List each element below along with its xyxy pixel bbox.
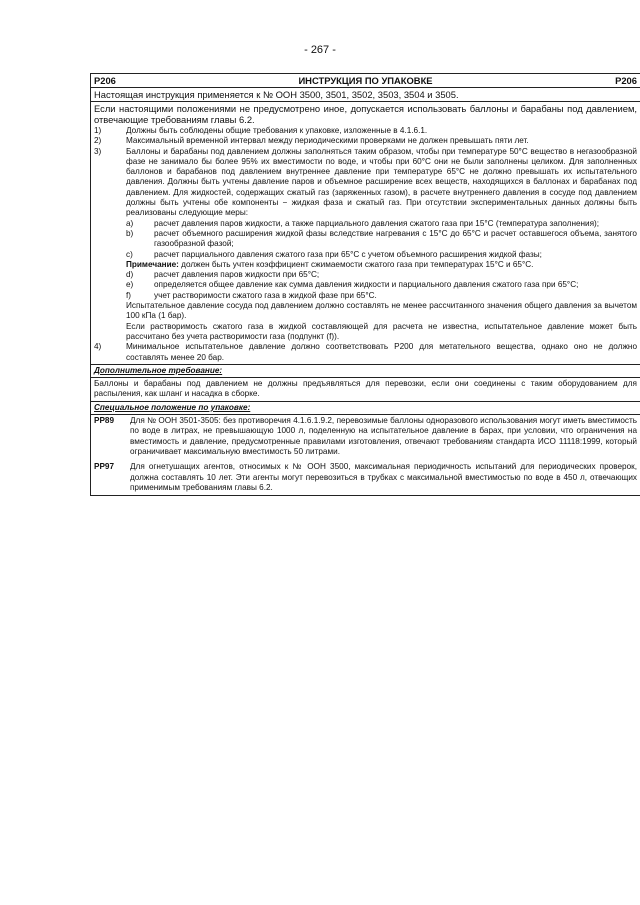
special-heading-row: [91, 402, 640, 415]
additional-heading: Дополнительное требование:: [94, 365, 223, 375]
list-item: 3) Баллоны и барабаны под давлением должны заполняться таким образом, чтобы при температуре 50°C вещество в негазообразной фазе не занимало бы более 95% их вместимости по воде, и чтобы при 60°C они не были заполнены целиком. Для заполненных баллонов и барабанов под давлением внутреннее давление при температуре 65°C не должно превышать их испытательного давления. Должны быть учтены давление паров и объемное расширение всех веществ, находящихся в баллонах и барабанах под давлением. Для жидкостей, содержащих сжатый газ (заряженных газом), в расчете внутреннего давления в сосуде под давлением должны быть учтены обе компоненты − жидкая фаза и сжатый газ. При отсутствии экспериментальных данных должны быть реализованы следующие меры: a) расчет давления паров жидкости, а также парциального давления сжатого газа при 15°C (температура заполнения); b) расчет объемного расширения жидкой фазы вследствие нагревания с 15°C до 65°C и расчет оставшегося объема, занятого газообразной фазой; c) расчет парциального давления сжатого газа при 65°C с учетом объемного расширения жидкой фазы; Примечание: должен быть учтен коэффициент сжимаемости сжатого газа при температурах 15°C и 65°C. d) расчет давления паров жидкости при 65°C; e) определяется общее давление как сумма давления жидкости и парциального давления сжатого газа при 65°C; f) учет растворимости сжатого газа в жидкой фазе при 65°C. Испытательное давление сосуда под давлением должно составлять не менее рассчитанного значения общего давления за вычетом 100 кПа (1 бар). Если растворимость сжатого газа в жидкой составляющей для расчета не известна, испытательное давление может быть рассчитано без учета растворимости газа (подпункт (f)).: [94, 146, 637, 341]
page-number: - 267 -: [304, 44, 336, 56]
sub-item: e) определяется общее давление как сумма давления жидкости и парциального давления сжатого газа при 65°C;: [126, 280, 579, 290]
additional-block: [91, 365, 640, 378]
list-item: 2) Максимальный временной интервал между периодическими проверками не должен превышать пяти лет.: [94, 136, 529, 146]
list-item: 4) Минимальное испытательное давление должно соответствовать P200 для метательного вещества, однако оно не должно составлять менее 20 бар.: [94, 342, 637, 362]
instruction-table: [90, 73, 640, 496]
table-header: [91, 74, 640, 88]
special-heading: Специальное положение по упаковке:: [94, 402, 251, 412]
applies-text: Настоящая инструкция применяется к № ООН 3500, 3501, 3502, 3503, 3504 и 3505.: [91, 88, 640, 102]
sub-item: d) расчет давления паров жидкости при 65°C;: [126, 270, 320, 280]
special-provision: PP89 Для № ООН 3501-3505: без противоречия 4.1.6.1.9.2, перевозимые баллоны одноразового использования могут иметь вместимость по воде в литрах, не превышающую 1000 л, поделенную на испытательное давление в барах, при условии, что ограничения на вместимость и давление, предусмотренные правилами изготовления, отвечают требованиям стандарта ИСО 11118:1999, который ограничивает максимальную вместимость 50 литрами.: [94, 416, 637, 456]
special-provision: PP97 Для огнетушащих агентов, относимых к № ООН 3500, максимальная периодичность испытаний для периодических проверок, должна составлять 10 лет. Эти агенты могут перевозиться в трубках с максимальной вместимостью по воде в 450 л, отвечающих применимым требованиям главы 6.2.: [94, 462, 637, 492]
note: Примечание: должен быть учтен коэффициент сжимаемости сжатого газа при температурах 15°C и 65°C.: [126, 259, 534, 269]
special-provisions: [91, 415, 640, 495]
code-left: P206: [94, 75, 116, 86]
sub-item: c) расчет парциального давления сжатого газа при 65°C с учетом объемного расширения жидкой фазы;: [126, 249, 542, 259]
intro-text: Если настоящими положениями не предусмотрено иное, допускается использовать баллоны и барабаны под давлением, отвечающие требованиям главы 6.2.: [94, 103, 637, 125]
sub-item: a) расчет давления паров жидкости, а также парциального давления сжатого газа при 15°C (температура заполнения);: [126, 218, 600, 228]
additional-body: Баллоны и барабаны под давлением не должны предъявляться для перевозки, если они соединены с таким оборудованием для распыления, как шланг и насадка в сборке.: [91, 378, 640, 402]
solubility-text: Если растворимость сжатого газа в жидкой составляющей для расчета не известна, испытательное давление может быть рассчитано без учета растворимости газа (подпункт (f)).: [126, 321, 637, 341]
instruction-title: ИНСТРУКЦИЯ ПО УПАКОВКЕ: [298, 75, 433, 86]
test-pressure-text: Испытательное давление сосуда под давлением должно составлять не менее рассчитанного значения общего давления за вычетом 100 кПа (1 бар).: [126, 301, 637, 321]
sub-item: f) учет растворимости сжатого газа в жидкой фазе при 65°C.: [126, 290, 377, 300]
requirements-block: [91, 102, 640, 365]
list-item: 1) Должны быть соблюдены общие требования к упаковке, изложенные в 4.1.6.1.: [94, 126, 428, 135]
sub-item: b) расчет объемного расширения жидкой фазы вследствие нагревания с 15°C до 65°C и расчет оставшегося объема, занятого газообразной фазой;: [126, 228, 637, 249]
code-right: P206: [615, 75, 637, 86]
